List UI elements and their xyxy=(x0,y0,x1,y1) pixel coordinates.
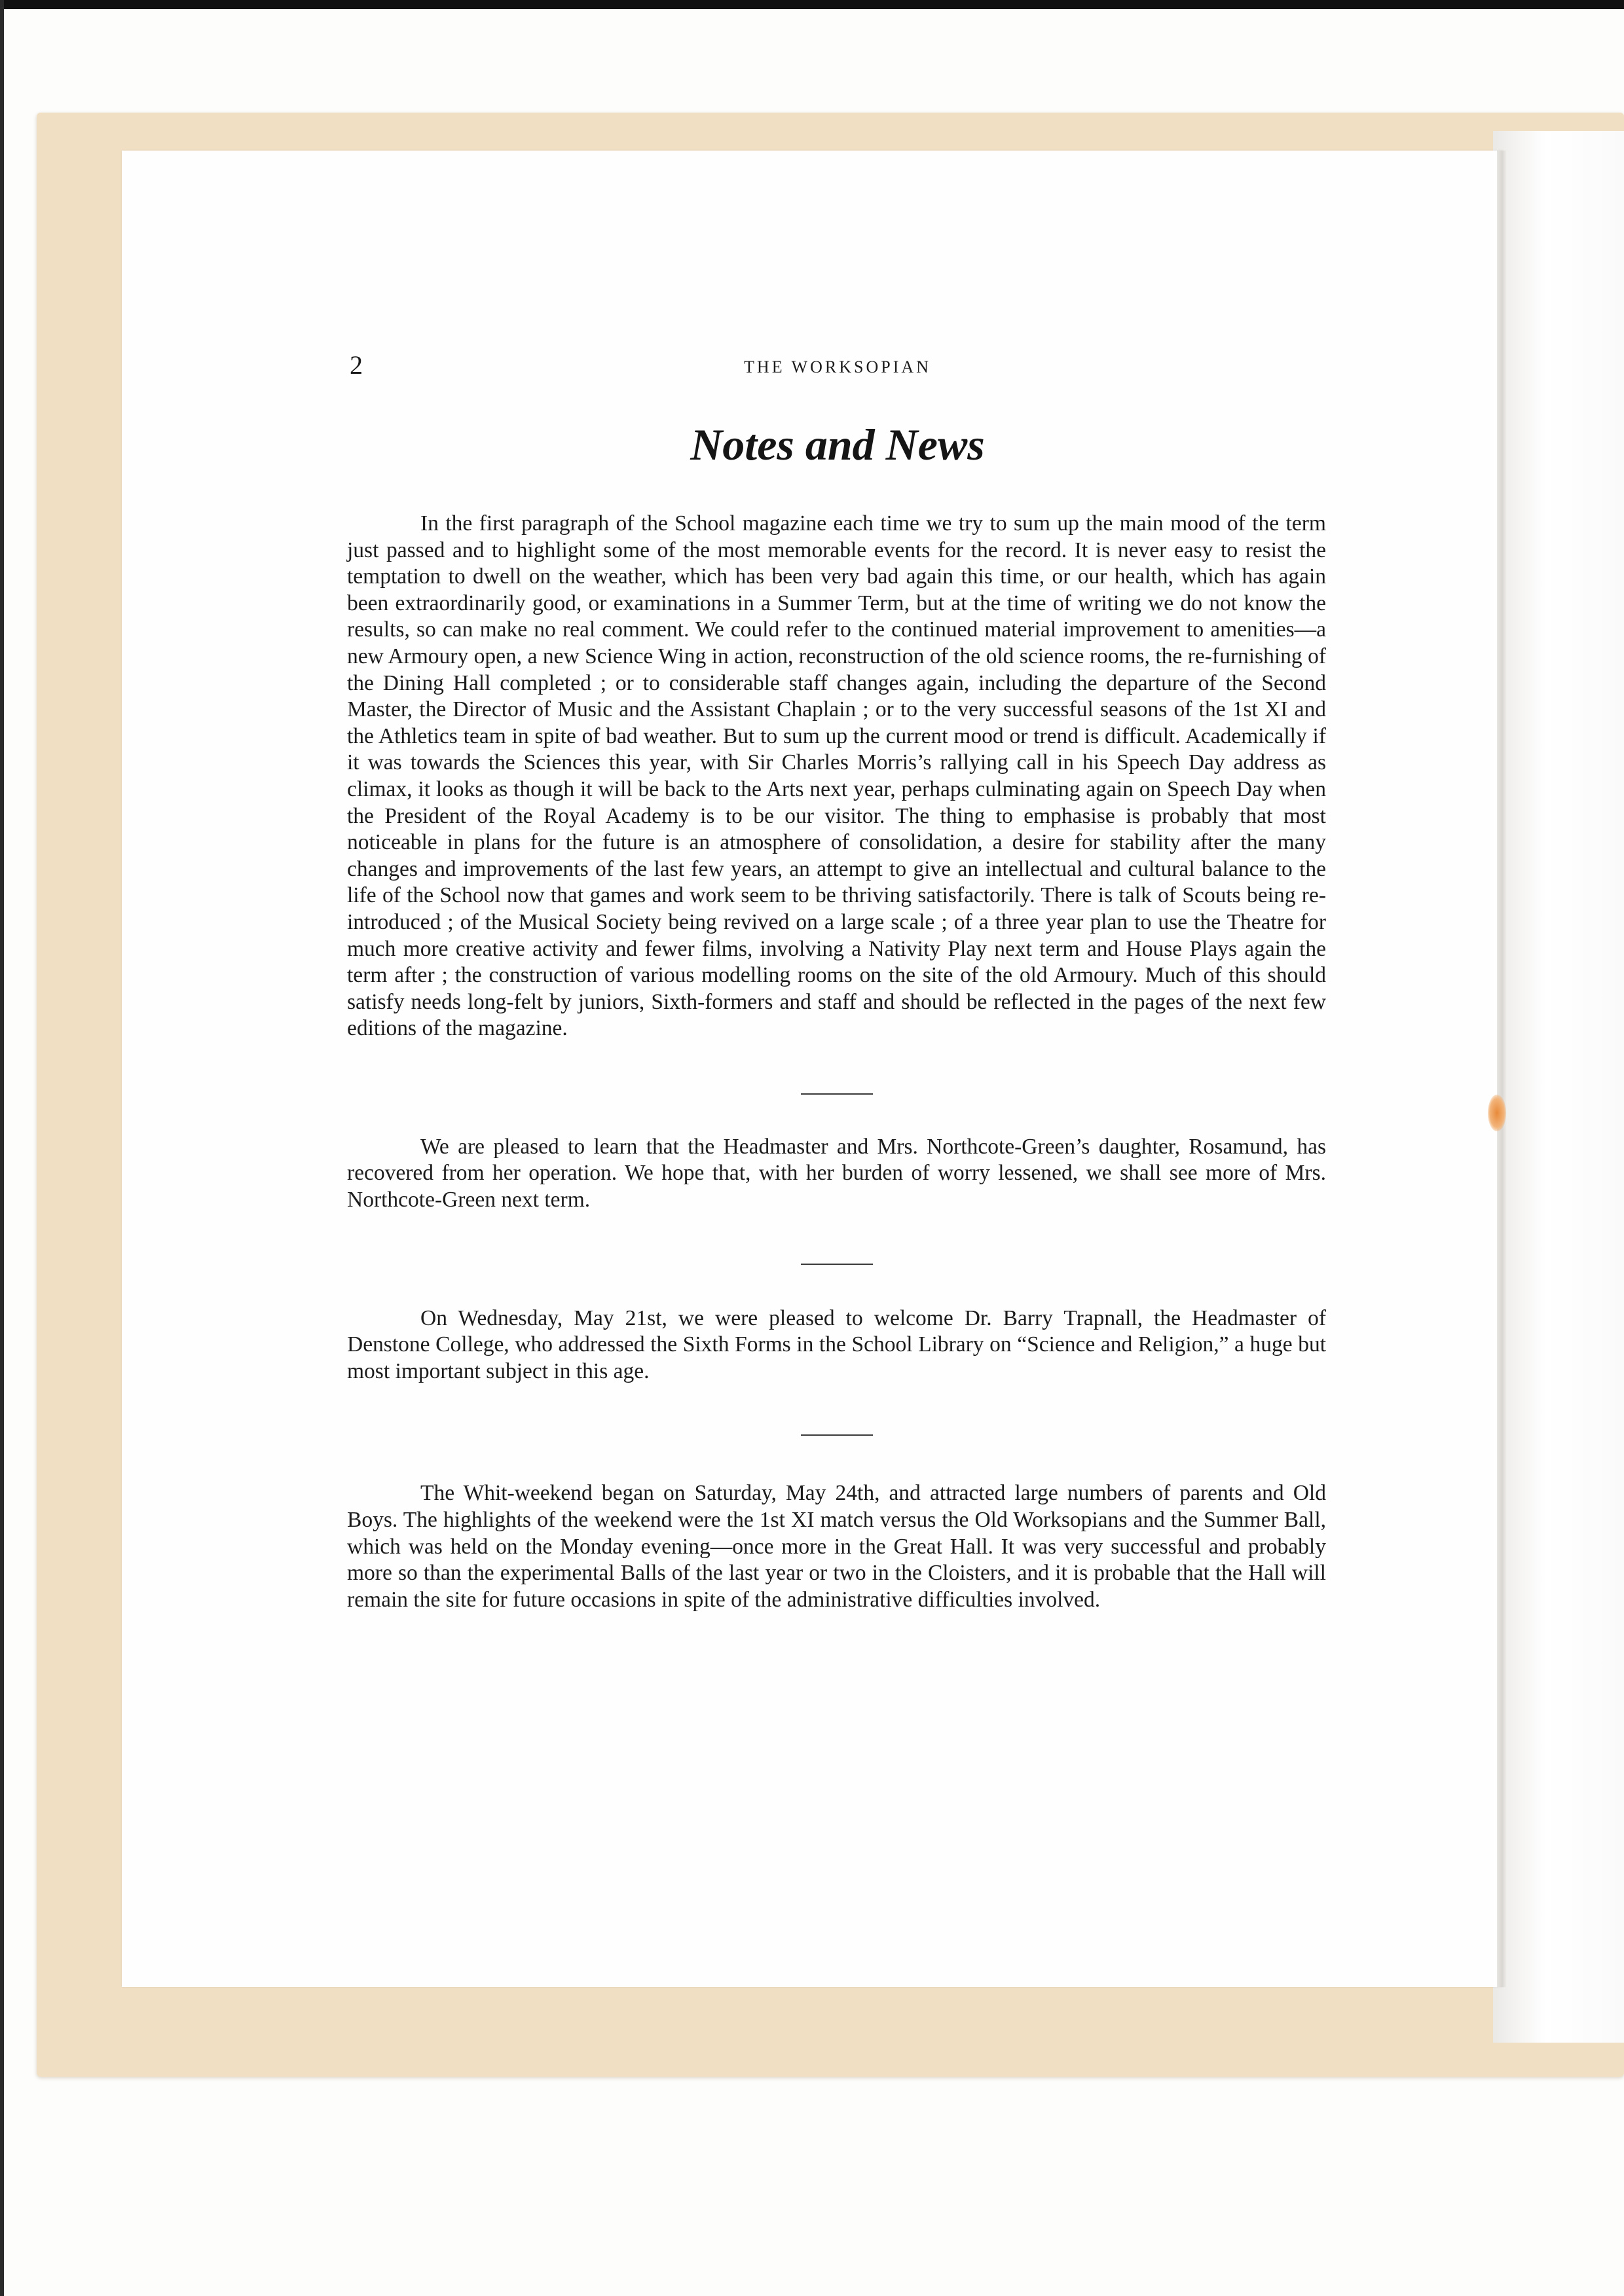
paragraph: In the first paragraph of the School magazine each time we try to sum up the main mood of the term just passed and to highlight some of the most memorable events for the record. It is never easy to resist the temptation to dwell on the weather, which has been very bad again this time, or our health, which has again been extraordinarily good, or examinations in a Summer Term, but at the time of writing we do not know the results, so can make no real comment. We could refer to the continued material improvement to amenities—a new Armoury open, a new Science Wing in action, reconstruction of the old science rooms, the re-furnishing of the Dining Hall completed ; or to considerable staff changes again, including the departure of the Second Master, the Director of Music and the Assistant Chaplain ; or to the very successful seasons of the 1st XI and the Athletics team in spite of bad weather. But to sum up the current mood or trend is difficult. Academically if it was towards the Sciences this year, with Sir Charles Morris’s rallying call in his Speech Day address as climax, it looks as though it will be back to the Arts next year, perhaps culminating again on Speech Day when the President of the Royal Academy is to be our visitor. The thing to emphasise is probably that most noticeable in plans for the future is an atmosphere of consolidation, a desire for stability after the many changes and improvements of the last few years, an attempt to give an intellectual and cultural balance to the life of the School now that games and work seem to be thriving satisfactorily. There is talk of Scouts being re-introduced ; of the Musical Society being revived on a large scale ; of a three year plan to use the Theatre for much more creative activity and fewer films, involving a Nativity Play next term and House Plays again the term after ; the construction of various modelling rooms on the site of the old Armoury. Much of this should satisfy needs long-felt by juniors, Sixth-formers and staff and should be reflected in the pages of the next few editions of the magazine. xyxy=(347,511,1326,1041)
article-title: Notes and News xyxy=(690,420,985,469)
stain-mark xyxy=(1488,1095,1506,1131)
section-divider xyxy=(801,1093,873,1095)
page-header xyxy=(350,350,1325,381)
running-head: THE WORKSOPIAN xyxy=(744,357,931,376)
section-divider xyxy=(801,1434,873,1436)
paragraph: We are pleased to learn that the Headmaster and Mrs. Northcote-Green’s daughter, Rosamund, has recovered from her operation. We hope that, with her burden of worry lessened, we shall see more of Mrs. Northcote-Green next term. xyxy=(347,1134,1326,1212)
article-body xyxy=(347,511,1326,1613)
paragraph: On Wednesday, May 21st, we were pleased to welcome Dr. Barry Trapnall, the Headmaster of Denstone College, who addressed the Sixth Forms in the School Library on “Science and Religion,” a huge but most important subject in this age. xyxy=(347,1305,1326,1383)
binding-shadow xyxy=(1493,131,1624,2043)
page-fold xyxy=(1497,151,1507,1987)
scanner-left-edge xyxy=(0,0,4,2296)
paragraph: The Whit-weekend began on Saturday, May 24th, and attracted large numbers of parents and Old Boys. The highlights of the weekend were the 1st XI match versus the Old Worksopians and the Summer Ball, which was held on the Monday evening—once more in the Great Hall. It was very successful and probably more so than the experimental Balls of the last year or two in the Cloisters, and it is probable that the Hall will remain the site for future occasions in spite of the administrative difficulties involved. xyxy=(347,1481,1326,1612)
scanner-top-edge xyxy=(0,0,1624,9)
page-number: 2 xyxy=(350,350,363,380)
section-divider xyxy=(801,1264,873,1265)
